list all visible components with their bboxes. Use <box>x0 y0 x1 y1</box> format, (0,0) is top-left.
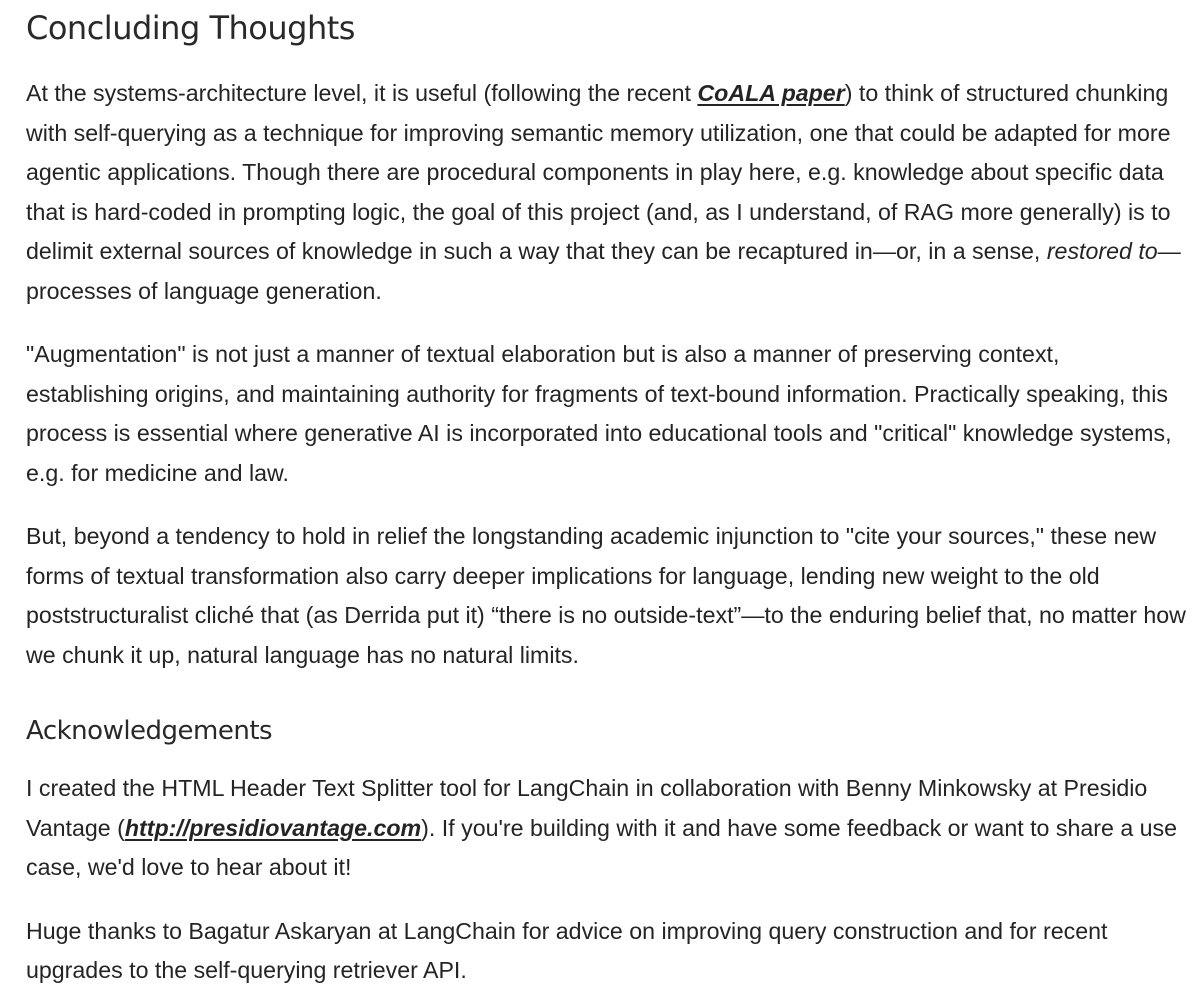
paragraph-html-splitter <box>26 769 1188 888</box>
paragraph-augmentation: "Augmentation" is not just a manner of textual elaboration but is also a manner of preserving context, establishing origins, and maintaining authority for fragments of text-bound information. Practically speaking, this process is essential where generative AI is incorporated into educational tools and "critical" knowledge systems, e.g. for medicine and law. <box>26 341 1172 486</box>
paragraph-coala <box>26 74 1188 311</box>
section-heading-acknowledgements: Acknowledgements <box>26 716 273 746</box>
paragraph-text: ) to think of structured chunking with self-querying as a technique for improving semantic memory utilization, one that could be adapted for more agentic applications. Though there are procedural components in play here, e.g. knowledge about specific data that is hard-coded in prompting logic, the goal of this project (and, as I understand, of RAG more generally) is to delimit external sources of knowledge in such a way that they can be recaptured in—or, in a sense, <box>26 80 1171 264</box>
paragraph-text: ). If you're building with it and have some feedback or want to share a use case, we'd love to hear about it! <box>26 814 1178 880</box>
paragraph-text: At the systems-architecture level, it is useful (following the recent <box>26 80 698 106</box>
paragraph-thanks: Huge thanks to Bagatur Askaryan at LangChain for advice on improving query construction and for recent upgrades to the self-querying retriever API. <box>26 917 1108 983</box>
article-body <box>26 0 1188 991</box>
paragraph-text: I created the HTML Header Text Splitter tool for LangChain in collaboration with Benny Minkowsky at Presidio Vantage ( <box>26 775 1148 841</box>
presidio-vantage-link[interactable]: http://presidiovantage.com <box>124 814 422 841</box>
section-heading-concluding-thoughts: Concluding Thoughts <box>26 9 355 47</box>
emphasis-text: restored to <box>1046 238 1158 264</box>
paragraph-derrida: But, beyond a tendency to hold in relief the longstanding academic injunction to "cite your sources," these new forms of textual transformation also carry deeper implications for language, lending new weight to the old poststructuralist cliché that (as Derrida put it) “there is no outside-text”—to the enduring belief that, no matter how we chunk it up, natural language has no natural limits. <box>26 523 1186 668</box>
coala-paper-link[interactable]: CoALA paper <box>697 80 845 106</box>
paragraph-text: —processes of language generation. <box>26 238 1181 304</box>
